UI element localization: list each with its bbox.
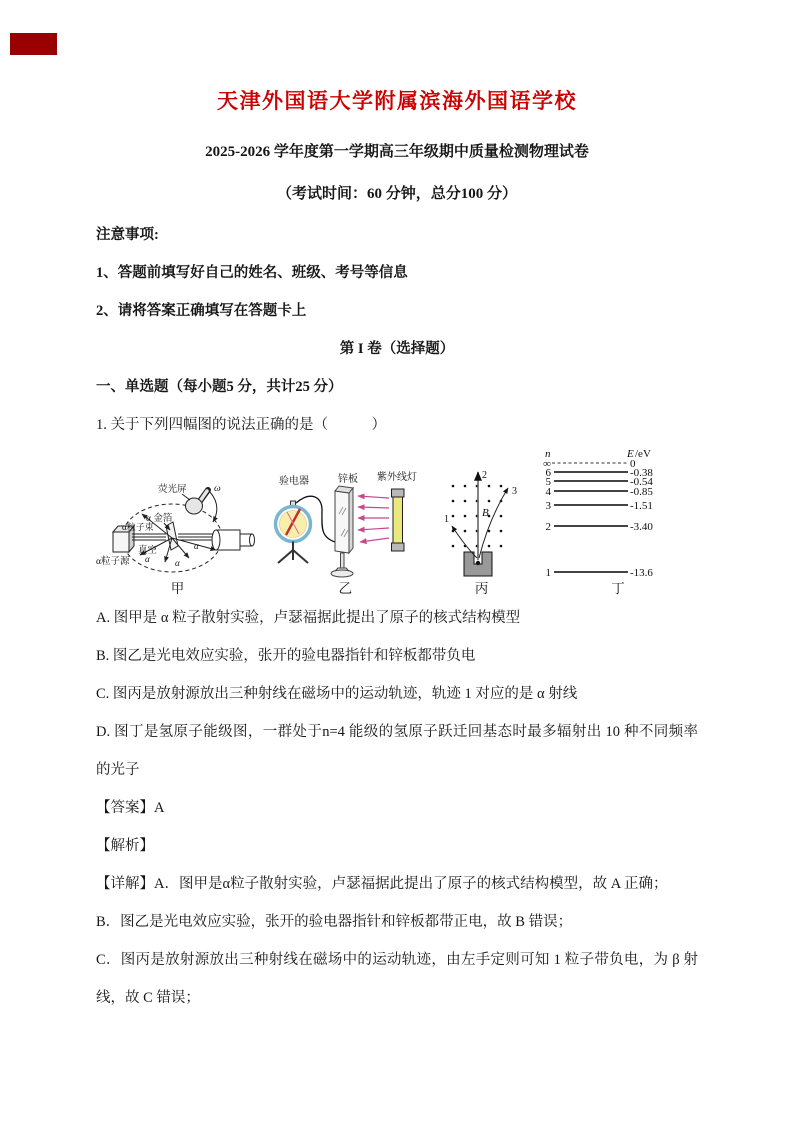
corner-red-block — [10, 33, 57, 55]
answer-line: 【答案】A — [96, 800, 165, 816]
svg-text:6: 6 — [545, 467, 551, 479]
explanation-a: 【详解】A．图甲是α粒子散射实验，卢瑟福据此提出了原子的核式结构模型，故 A 正确； — [96, 876, 668, 892]
vacuum-label: 真空 — [138, 546, 158, 556]
energy-level-infinity — [543, 458, 636, 470]
exam-subtitle: 2025-2026 学年度第一学期高三年级期中质量检测物理试卷 — [205, 144, 589, 160]
part-title: 一、单选题（每小题5 分，共计25 分） — [96, 379, 343, 395]
track-1-label: 1 — [443, 514, 449, 525]
e-axis-unit: /eV — [634, 448, 651, 460]
exam-info-line: （考试时间：60 分钟，总分100 分） — [276, 186, 517, 202]
energy-level-3 — [545, 500, 652, 512]
figure-photoelectric — [265, 444, 425, 599]
gold-foil — [166, 522, 178, 550]
uv-ray-arrows — [358, 496, 389, 542]
svg-text:-0.54: -0.54 — [629, 476, 653, 488]
svg-text:∞: ∞ — [543, 458, 551, 470]
figure-alpha-scattering — [96, 444, 259, 599]
figure-magnetic-tracks — [432, 444, 532, 599]
photoelectric-diagram — [265, 444, 425, 579]
field-dot-grid — [451, 485, 502, 548]
caption-yi: 乙 — [338, 581, 353, 596]
option-a: A. 图甲是 α 粒子散射实验，卢瑟福据此提出了原子的核式结构模型 — [96, 610, 521, 626]
e-axis-symbol: E — [626, 448, 634, 460]
rotation-arc-arrow — [210, 492, 217, 522]
screen-label: 荧光屏 — [158, 485, 187, 495]
electroscope — [276, 501, 311, 563]
zinc-plate-label: 锌板 — [338, 474, 359, 485]
energy-level-4 — [545, 486, 653, 498]
radiation-source-dot — [475, 561, 479, 565]
zinc-plate — [331, 486, 353, 577]
document-content — [0, 88, 794, 1017]
energy-level-2 — [545, 521, 653, 533]
alpha-label-2: α — [175, 558, 180, 568]
electroscope-label: 验电器 — [279, 476, 310, 487]
caption-ding: 丁 — [611, 581, 625, 596]
option-d: D. 图丁是氢原子能级图，一群处于n=4 能级的氢原子跃迁回基态时最多辐射出 10 种不同频率的光子 — [96, 724, 698, 778]
source-label: α粒子源 — [96, 557, 130, 567]
svg-text:5: 5 — [545, 476, 551, 488]
figure-row — [96, 444, 698, 599]
magnetic-field-diagram — [432, 444, 532, 579]
track-2-label: 2 — [481, 470, 487, 481]
svg-text:-0.85: -0.85 — [629, 486, 653, 498]
svg-text:0: 0 — [629, 458, 636, 470]
school-title: 天津外国语大学附属滨海外国语学校 — [217, 90, 577, 113]
beam-label: α粒子束 — [122, 522, 154, 532]
n-axis-label: n — [544, 448, 551, 460]
alpha-scattering-diagram — [96, 444, 259, 579]
caption-bing: 丙 — [474, 581, 489, 596]
svg-text:-1.51: -1.51 — [629, 500, 653, 512]
uv-lamp — [392, 489, 405, 551]
alpha-label-1: α — [145, 554, 150, 564]
caption-jia: 甲 — [170, 581, 185, 596]
b-field-label: B — [481, 507, 489, 519]
question-stem: 1. 关于下列四幅图的说法正确的是（ ） — [96, 417, 386, 433]
energy-level-1 — [545, 567, 653, 579]
svg-text:-3.40: -3.40 — [629, 521, 653, 533]
svg-text:1: 1 — [545, 567, 551, 579]
track-3-label: 3 — [511, 486, 517, 497]
svg-text:-0.38: -0.38 — [629, 467, 653, 479]
analysis-heading: 【解析】 — [96, 838, 154, 854]
option-b: B. 图乙是光电效应实验，张开的验电器指针和锌板都带负电 — [96, 648, 476, 664]
note-item-2: 2、请将答案正确填写在答题卡上 — [96, 303, 307, 319]
foil-label: α 金箔 — [146, 514, 173, 524]
energy-level-diagram — [538, 444, 698, 579]
explanation-b: B．图乙是光电效应实验，张开的验电器指针和锌板都带正电，故 B 错误； — [96, 914, 573, 930]
svg-text:3: 3 — [545, 500, 551, 512]
detector-microscope — [212, 530, 255, 550]
option-c: C. 图丙是放射源放出三种射线在磁场中的运动轨迹，轨迹 1 对应的是 α 射线 — [96, 686, 578, 702]
alpha-label-3: α — [194, 541, 199, 551]
svg-text:-13.6: -13.6 — [629, 567, 653, 579]
svg-text:4: 4 — [545, 486, 551, 498]
svg-text:2: 2 — [545, 521, 551, 533]
note-item-1: 1、答题前填写好自己的姓名、班级、考号等信息 — [96, 265, 408, 281]
volume-title: 第 I 卷（选择题） — [339, 341, 455, 357]
explanation-c: C．图丙是放射源放出三种射线在磁场中的运动轨迹，由左手定则可知 1 粒子带负电，为 β 射线，故 C 错误； — [96, 952, 698, 1006]
track-3-curve — [479, 488, 508, 558]
uv-lamp-label: 紫外线灯 — [377, 472, 418, 483]
notes-heading: 注意事项: — [96, 227, 159, 243]
figure-energy-levels — [538, 444, 698, 599]
omega-label: ω — [214, 484, 221, 494]
